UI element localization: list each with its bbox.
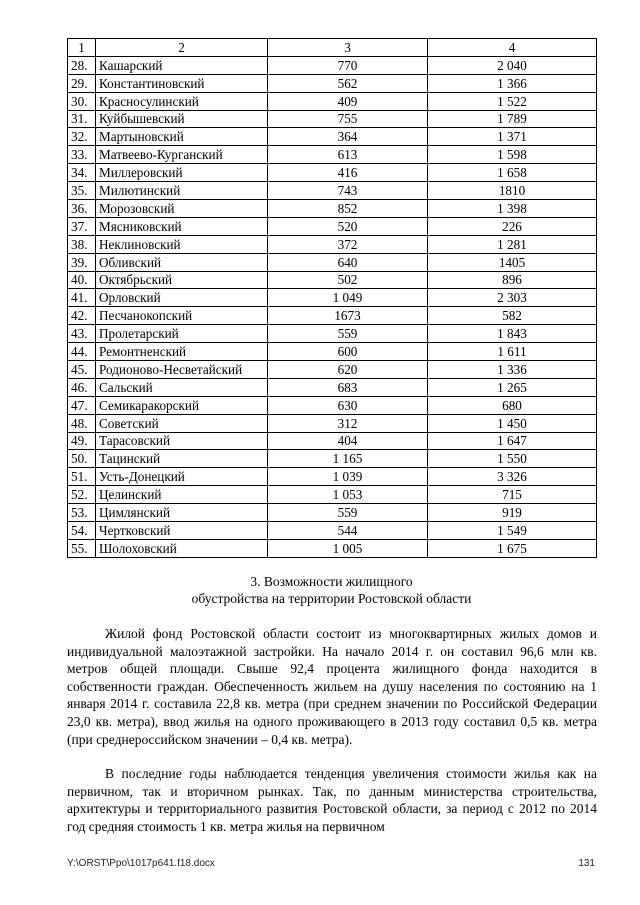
table-header-row	[68, 39, 597, 57]
row-number-cell: 39.	[68, 253, 96, 271]
value-col4-cell: 1 843	[428, 325, 597, 343]
value-col4-cell: 1 450	[428, 414, 597, 432]
district-name-cell: Родионово-Несветайский	[96, 361, 268, 379]
value-col3-cell: 1 049	[268, 289, 428, 307]
header-cell: 4	[428, 39, 597, 57]
value-col4-cell: 1 675	[428, 539, 597, 557]
value-col3-cell: 683	[268, 378, 428, 396]
table-row	[68, 378, 597, 396]
table-row	[68, 110, 597, 128]
value-col4-cell: 1 611	[428, 343, 597, 361]
row-number-cell: 37.	[68, 217, 96, 235]
row-number-cell: 47.	[68, 396, 96, 414]
value-col3-cell: 600	[268, 343, 428, 361]
value-col4-cell: 2 303	[428, 289, 597, 307]
table-row	[68, 164, 597, 182]
value-col4-cell: 1810	[428, 182, 597, 200]
table-row	[68, 74, 597, 92]
value-col3-cell: 613	[268, 146, 428, 164]
district-name-cell: Матвеево-Курганский	[96, 146, 268, 164]
footer-file-path: Y:\ORST\Ppo\1017p641.f18.docx	[67, 858, 215, 869]
section-heading-line1: 3. Возможности жилищного	[250, 574, 413, 589]
value-col3-cell: 559	[268, 325, 428, 343]
table-row	[68, 289, 597, 307]
value-col3-cell: 620	[268, 361, 428, 379]
table-row	[68, 325, 597, 343]
row-number-cell: 40.	[68, 271, 96, 289]
value-col4-cell: 1 398	[428, 200, 597, 218]
paragraph-housing-stock: Жилой фонд Ростовской области состоит из многоквартирных жилых домов и индивидуальной малоэтажной застройки. На начало 2014 г. он составил 96,6 млн кв. метров общей площади. Свыше 92,4 процента жилищного фонда находится в собственности граждан. Обеспеченность жильем на душу населения по состоянию на 1 января 2014 г. составила 22,8 кв. метра (при среднем значении по Российской Федерации 23,0 кв. метра), ввод жилья на одного проживающего в 2013 году составил 0,5 кв. метра (при среднероссийском значении – 0,4 кв. метра).	[67, 626, 597, 747]
value-col3-cell: 640	[268, 253, 428, 271]
district-name-cell: Пролетарский	[96, 325, 268, 343]
value-col3-cell: 770	[268, 56, 428, 74]
value-col3-cell: 364	[268, 128, 428, 146]
table-row	[68, 307, 597, 325]
table-row	[68, 504, 597, 522]
table-row	[68, 182, 597, 200]
row-number-cell: 44.	[68, 343, 96, 361]
district-name-cell: Усть-Донецкий	[96, 468, 268, 486]
district-name-cell: Мартыновский	[96, 128, 268, 146]
district-name-cell: Сальский	[96, 378, 268, 396]
value-col4-cell: 582	[428, 307, 597, 325]
row-number-cell: 34.	[68, 164, 96, 182]
value-col4-cell: 1 281	[428, 235, 597, 253]
row-number-cell: 52.	[68, 486, 96, 504]
table-row	[68, 450, 597, 468]
value-col3-cell: 562	[268, 74, 428, 92]
row-number-cell: 36.	[68, 200, 96, 218]
value-col3-cell: 1673	[268, 307, 428, 325]
district-name-cell: Неклиновский	[96, 235, 268, 253]
value-col3-cell: 743	[268, 182, 428, 200]
value-col3-cell: 1 005	[268, 539, 428, 557]
table-row	[68, 361, 597, 379]
value-col3-cell: 1 039	[268, 468, 428, 486]
value-col3-cell: 1 053	[268, 486, 428, 504]
value-col3-cell: 1 165	[268, 450, 428, 468]
table-row	[68, 235, 597, 253]
footer-page-number: 131	[578, 858, 595, 869]
value-col4-cell: 226	[428, 217, 597, 235]
district-name-cell: Цимлянский	[96, 504, 268, 522]
value-col4-cell: 1 336	[428, 361, 597, 379]
table-row	[68, 128, 597, 146]
row-number-cell: 49.	[68, 432, 96, 450]
value-col4-cell: 680	[428, 396, 597, 414]
district-name-cell: Красносулинский	[96, 92, 268, 110]
row-number-cell: 35.	[68, 182, 96, 200]
table-row	[68, 414, 597, 432]
value-col3-cell: 559	[268, 504, 428, 522]
district-name-cell: Октябрьский	[96, 271, 268, 289]
district-name-cell: Советский	[96, 414, 268, 432]
row-number-cell: 38.	[68, 235, 96, 253]
row-number-cell: 30.	[68, 92, 96, 110]
table-row	[68, 522, 597, 540]
district-name-cell: Семикаракорский	[96, 396, 268, 414]
value-col4-cell: 1 549	[428, 522, 597, 540]
table-row	[68, 271, 597, 289]
value-col4-cell: 1 550	[428, 450, 597, 468]
value-col4-cell: 1 522	[428, 92, 597, 110]
table-row	[68, 468, 597, 486]
value-col4-cell: 919	[428, 504, 597, 522]
district-name-cell: Мясниковский	[96, 217, 268, 235]
district-name-cell: Милютинский	[96, 182, 268, 200]
value-col4-cell: 1 598	[428, 146, 597, 164]
district-name-cell: Чертковский	[96, 522, 268, 540]
row-number-cell: 33.	[68, 146, 96, 164]
row-number-cell: 46.	[68, 378, 96, 396]
value-col4-cell: 715	[428, 486, 597, 504]
district-name-cell: Морозовский	[96, 200, 268, 218]
row-number-cell: 32.	[68, 128, 96, 146]
value-col3-cell: 502	[268, 271, 428, 289]
value-col4-cell: 1 366	[428, 74, 597, 92]
value-col4-cell: 1 658	[428, 164, 597, 182]
value-col4-cell: 896	[428, 271, 597, 289]
row-number-cell: 42.	[68, 307, 96, 325]
value-col3-cell: 544	[268, 522, 428, 540]
row-number-cell: 45.	[68, 361, 96, 379]
row-number-cell: 55.	[68, 539, 96, 557]
table-row	[68, 486, 597, 504]
table-row	[68, 146, 597, 164]
row-number-cell: 48.	[68, 414, 96, 432]
paragraph-price-trend: В последние годы наблюдается тенденция увеличения стоимости жилья как на первичном, так и вторичном рынках. Так, по данным министерства строительства, архитектуры и территориального развития Ростовской области, за период с 2012 по 2014 год средняя стоимость 1 кв. метра жилья на первичном	[67, 766, 597, 834]
table-row	[68, 343, 597, 361]
district-name-cell: Целинский	[96, 486, 268, 504]
value-col3-cell: 520	[268, 217, 428, 235]
row-number-cell: 31.	[68, 110, 96, 128]
value-col4-cell: 1405	[428, 253, 597, 271]
table-row	[68, 56, 597, 74]
table-row	[68, 92, 597, 110]
value-col4-cell: 1 371	[428, 128, 597, 146]
value-col4-cell: 2 040	[428, 56, 597, 74]
value-col3-cell: 409	[268, 92, 428, 110]
value-col4-cell: 3 326	[428, 468, 597, 486]
district-name-cell: Кашарский	[96, 56, 268, 74]
value-col3-cell: 852	[268, 200, 428, 218]
value-col3-cell: 755	[268, 110, 428, 128]
value-col4-cell: 1 647	[428, 432, 597, 450]
district-name-cell: Константиновский	[96, 74, 268, 92]
districts-table	[67, 38, 597, 558]
district-name-cell: Орловский	[96, 289, 268, 307]
row-number-cell: 54.	[68, 522, 96, 540]
header-cell: 3	[268, 39, 428, 57]
value-col3-cell: 416	[268, 164, 428, 182]
district-name-cell: Тацинский	[96, 450, 268, 468]
table-row	[68, 539, 597, 557]
row-number-cell: 41.	[68, 289, 96, 307]
table-row	[68, 253, 597, 271]
district-name-cell: Тарасовский	[96, 432, 268, 450]
row-number-cell: 43.	[68, 325, 96, 343]
value-col3-cell: 630	[268, 396, 428, 414]
value-col3-cell: 372	[268, 235, 428, 253]
value-col4-cell: 1 265	[428, 378, 597, 396]
header-cell: 2	[96, 39, 268, 57]
value-col4-cell: 1 789	[428, 110, 597, 128]
table-row	[68, 432, 597, 450]
district-name-cell: Ремонтненский	[96, 343, 268, 361]
district-name-cell: Обливский	[96, 253, 268, 271]
value-col3-cell: 404	[268, 432, 428, 450]
header-cell: 1	[68, 39, 96, 57]
value-col3-cell: 312	[268, 414, 428, 432]
district-name-cell: Куйбышевский	[96, 110, 268, 128]
row-number-cell: 28.	[68, 56, 96, 74]
district-name-cell: Шолоховский	[96, 539, 268, 557]
district-name-cell: Песчанокопский	[96, 307, 268, 325]
district-name-cell: Миллеровский	[96, 164, 268, 182]
section-heading-line2: обустройства на территории Ростовской области	[191, 591, 472, 606]
row-number-cell: 50.	[68, 450, 96, 468]
row-number-cell: 51.	[68, 468, 96, 486]
table-row	[68, 396, 597, 414]
table-row	[68, 200, 597, 218]
row-number-cell: 29.	[68, 74, 96, 92]
row-number-cell: 53.	[68, 504, 96, 522]
table-row	[68, 217, 597, 235]
